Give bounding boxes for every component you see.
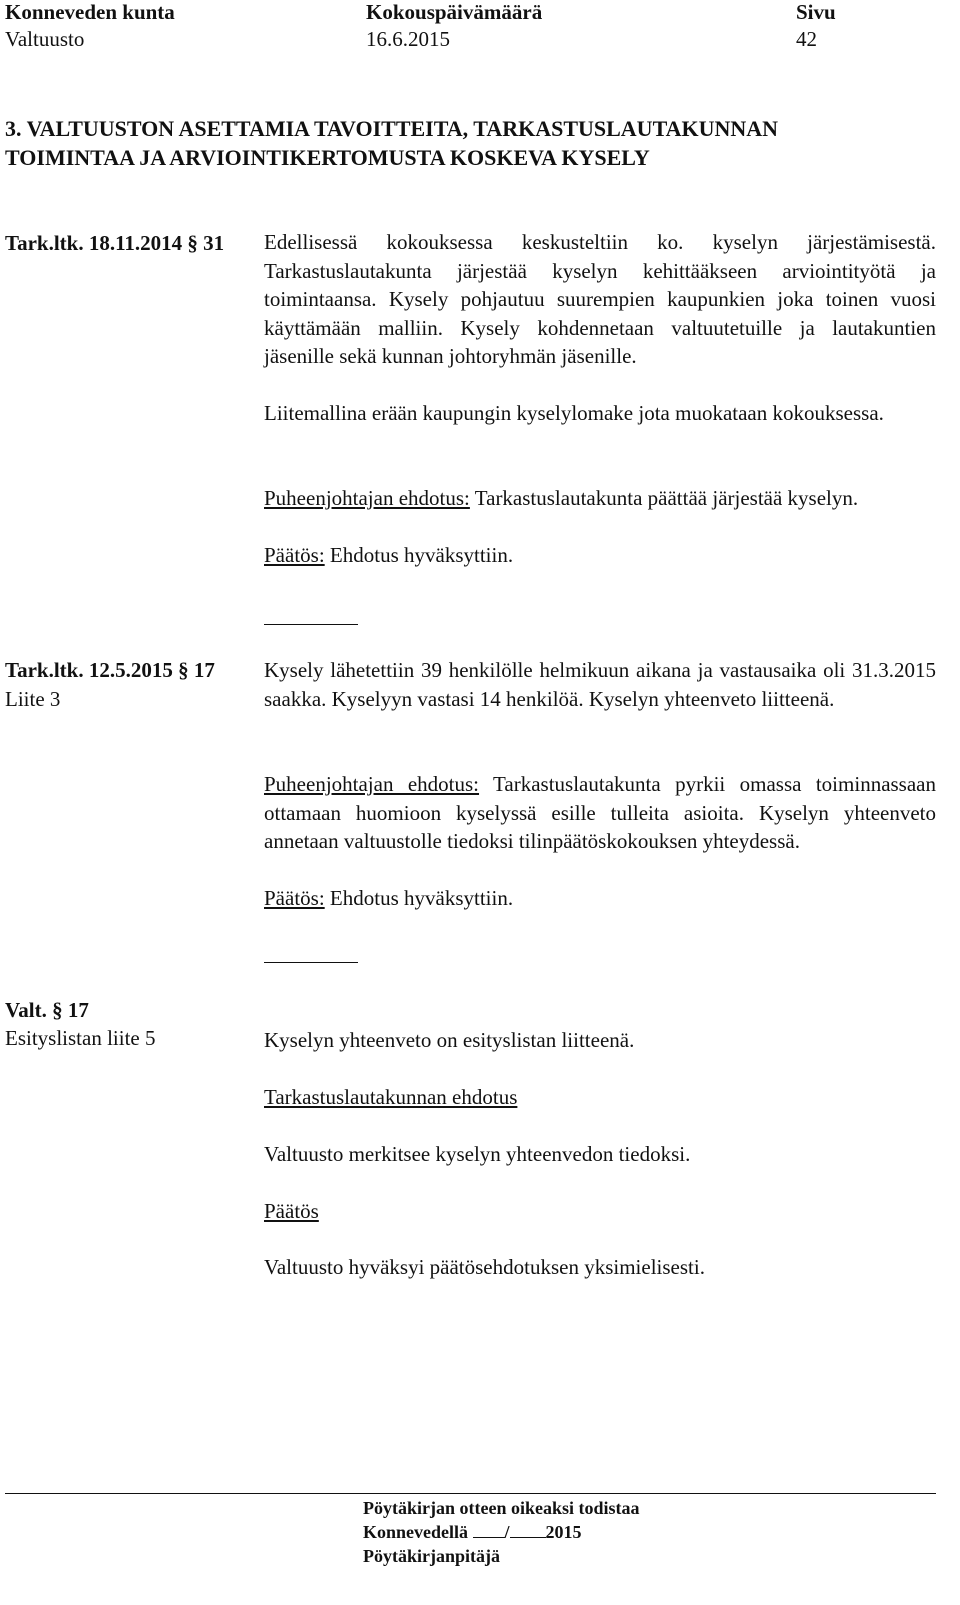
- footer-year: 2015: [545, 1522, 582, 1542]
- section-2-paragraph-1: Kysely lähetettiin 39 henkilölle helmikuun aikana ja vastausaika oli 31.3.2015 saakka. Kyselyyn vastasi 14 henkilöä. Kyselyn yhteenveto liitteenä.: [264, 658, 936, 711]
- date-label: Kokouspäivämäärä: [366, 0, 543, 24]
- proposal-text: Tarkastuslautakunta päättää järjestää kyselyn.: [469, 486, 859, 510]
- section-2-separator: [264, 962, 358, 963]
- section-3-proposal-text: Valtuusto merkitsee kyselyn yhteenvedon tiedoksi.: [264, 1142, 691, 1166]
- agenda-title-line-1: 3. VALTUUSTON ASETTAMIA TAVOITTEITA, TARKASTUSLAUTAKUNNAN: [5, 116, 779, 141]
- page-number: 42: [796, 27, 817, 51]
- section-2-decision: [264, 884, 936, 913]
- section-2-attachment: Liite 3: [5, 687, 61, 711]
- section-3-attachment: Esityslistan liite 5: [5, 1026, 156, 1050]
- section-1-reference: Tark.ltk. 18.11.2014 § 31: [5, 231, 225, 255]
- section-1-paragraph-2: Liitemallina erään kaupungin kyselylomake jota muokataan kokouksessa.: [264, 401, 884, 425]
- proposal-label: Puheenjohtajan ehdotus:: [264, 486, 470, 510]
- decision-text: Ehdotus hyväksyttiin.: [324, 543, 514, 567]
- section-1-proposal: [264, 484, 936, 513]
- footer-slash: /: [504, 1522, 510, 1542]
- section-2-reference: Tark.ltk. 12.5.2015 § 17: [5, 658, 215, 682]
- section-1-decision: [264, 541, 936, 570]
- proposal-text: Tarkastuslautakunta pyrkii omassa toiminnassaan ottamaan huomioon kyselyssä esille tulleita asioita. Kyselyn yhteenveto annetaan valtuustolle tiedoksi tilinpäätöskokouksen yhteydessä.: [264, 772, 936, 853]
- section-2-proposal: [264, 770, 936, 856]
- section-3-reference: Valt. § 17: [5, 998, 89, 1022]
- day-blank: [473, 1523, 505, 1538]
- footer-certification: Pöytäkirjan otteen oikeaksi todistaa: [363, 1498, 640, 1518]
- decision-text: Ehdotus hyväksyttiin.: [324, 886, 514, 910]
- footer-place: Konnevedellä: [363, 1522, 469, 1542]
- section-1-paragraph-1: Edellisessä kokouksessa keskusteltiin ko. kyselyn järjestämisestä. Tarkastuslautakunta järjestää kyselyn kehittääkseen arviointityötä ja toimintaansa. Kysely pohjautuu suurempien kaupunkien joka toinen vuosi käyttämään malliin. Kysely kohdennetaan valtuutetuille ja lautakuntien jäsenille sekä kunnan johtoryhmän jäsenille.: [264, 230, 936, 368]
- organization-name: Konneveden kunta: [5, 0, 175, 24]
- meeting-date: 16.6.2015: [366, 27, 450, 51]
- footer-signatory: Pöytäkirjanpitäjä: [363, 1546, 500, 1566]
- section-3-proposal-heading: Tarkastuslautakunnan ehdotus: [264, 1085, 518, 1109]
- decision-label: Päätös:: [264, 886, 325, 910]
- section-3-decision-text: Valtuusto hyväksyi päätösehdotuksen yksimielisesti.: [264, 1255, 705, 1279]
- meeting-body: Valtuusto: [5, 27, 85, 51]
- footer-divider: [5, 1493, 936, 1494]
- section-3-paragraph-1: Kyselyn yhteenveto on esityslistan liitteenä.: [264, 1028, 635, 1052]
- agenda-title-line-2: TOIMINTAA JA ARVIOINTIKERTOMUSTA KOSKEVA KYSELY: [5, 145, 650, 170]
- section-1-separator: [264, 624, 358, 625]
- section-3-decision-heading: Päätös: [264, 1199, 319, 1223]
- proposal-label: Puheenjohtajan ehdotus:: [264, 772, 480, 796]
- page-label: Sivu: [796, 0, 836, 24]
- month-blank: [510, 1523, 546, 1538]
- decision-label: Päätös:: [264, 543, 325, 567]
- footer-place-date: [363, 1522, 582, 1543]
